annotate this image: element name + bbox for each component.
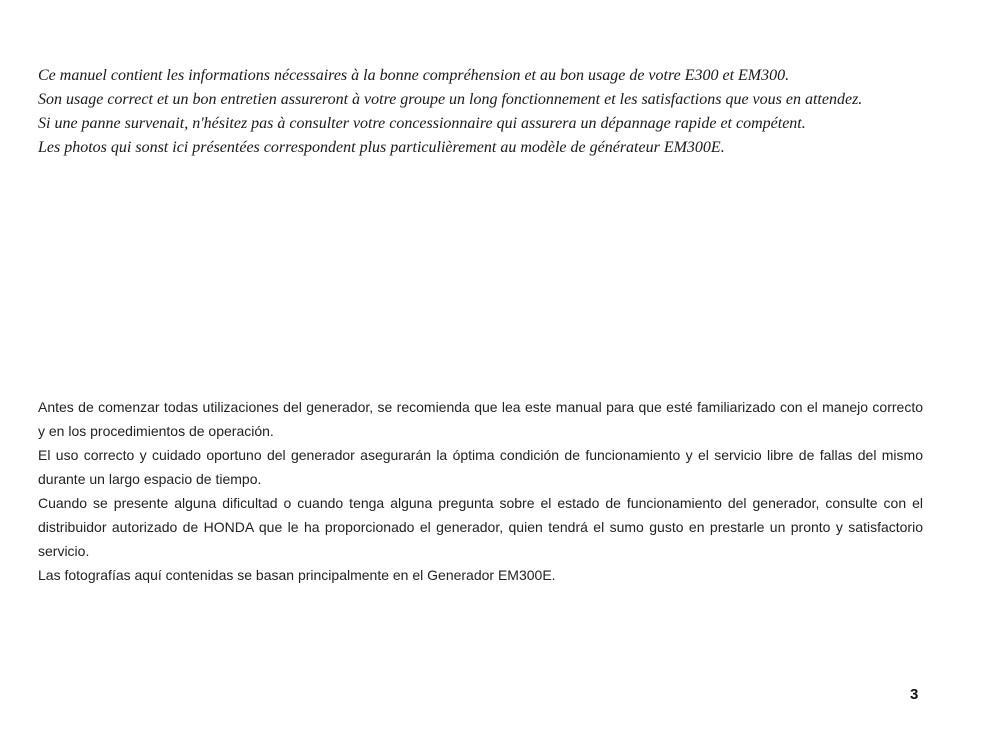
spanish-introduction <box>38 395 923 587</box>
french-paragraph-photos: Les photos qui sonst ici présentées correspondent plus particulièrement au modèle de générateur EM300E. <box>38 139 725 156</box>
french-paragraph-manual-contents: Ce manuel contient les informations nécessaires à la bonne compréhension et au bon usage de votre E300 et EM300. <box>38 67 790 84</box>
page-number: 3 <box>910 686 919 703</box>
spanish-paragraph-read-manual: Antes de comenzar todas utilizaciones del generador, se recomienda que lea este manual para que esté familiarizado con el manejo correcto y en los procedimientos de operación. <box>38 399 923 439</box>
french-introduction <box>38 64 923 160</box>
french-paragraph-correct-usage: Son usage correct et un bon entretien assureront à votre groupe un long fonctionnement et les satisfactions que vous en attendez. <box>38 91 863 108</box>
spanish-paragraph-difficulty: Cuando se presente alguna dificultad o cuando tenga alguna pregunta sobre el estado de funcionamiento del generador, consulte con el distribuidor autorizado de HONDA que le ha proporcionado el generador, quien tendrá el sumo gusto en prestarle un pronto y satisfactorio servicio. <box>38 495 923 559</box>
french-paragraph-breakdown: Si une panne survenait, n'hésitez pas à consulter votre concessionnaire qui assurera un dépannage rapide et compétent. <box>38 115 806 132</box>
spanish-paragraph-photos: Las fotografías aquí contenidas se basan principalmente en el Generador EM300E. <box>38 567 556 583</box>
spanish-paragraph-correct-usage: El uso correcto y cuidado oportuno del generador asegurarán la óptima condición de funcionamiento y el servicio libre de fallas del mismo durante un largo espacio de tiempo. <box>38 447 923 487</box>
